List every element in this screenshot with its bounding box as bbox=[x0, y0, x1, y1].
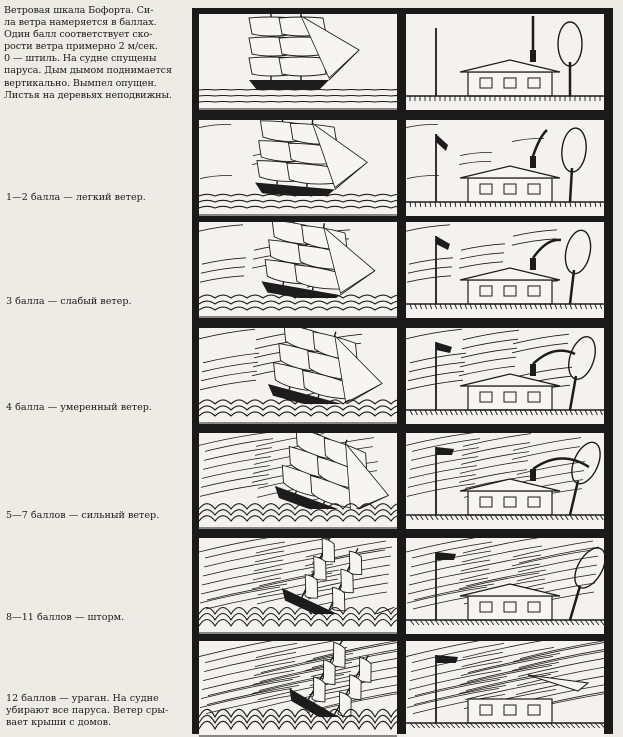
house-illustration bbox=[406, 222, 604, 318]
ship-illustration bbox=[199, 433, 397, 529]
intro-line: паруса. Дым дымом поднимается bbox=[4, 65, 172, 77]
intro-line: вертикально. Вымпел опущен. bbox=[4, 77, 157, 89]
sea-waves bbox=[199, 194, 397, 216]
ship-panel bbox=[199, 222, 397, 318]
house-scene bbox=[406, 228, 604, 309]
beaufort-illustration-grid bbox=[192, 8, 613, 734]
house-illustration bbox=[406, 14, 604, 110]
sea-waves bbox=[199, 90, 397, 111]
intro-line: ла ветра намеряется в баллах. bbox=[4, 17, 157, 29]
caption-line: 4 балла — умеренный ветер. bbox=[6, 402, 152, 413]
house-scene bbox=[406, 655, 604, 728]
house-illustration bbox=[406, 120, 604, 216]
ship-panel bbox=[199, 14, 397, 110]
ship-panel bbox=[199, 538, 397, 634]
ship-illustration bbox=[199, 222, 397, 318]
house-scene bbox=[406, 543, 604, 625]
ship-panel bbox=[199, 328, 397, 424]
house-scene bbox=[406, 438, 604, 520]
house-scene bbox=[406, 333, 604, 415]
intro-line: 0 — штиль. На судне спущены bbox=[4, 53, 157, 65]
sea-waves bbox=[199, 504, 397, 529]
house-panel bbox=[406, 641, 604, 737]
caption-line: убирают все паруса. Ветер сры- bbox=[6, 705, 169, 717]
ship-illustration bbox=[199, 538, 397, 634]
caption-level-5 bbox=[6, 612, 188, 624]
house-scene bbox=[406, 16, 604, 101]
caption-line: 3 балла — слабый ветер. bbox=[6, 296, 132, 307]
ship-panel bbox=[199, 120, 397, 216]
ship-illustration bbox=[199, 641, 397, 737]
house-illustration bbox=[406, 538, 604, 634]
caption-level-2 bbox=[6, 296, 188, 308]
caption-level-1 bbox=[6, 192, 188, 204]
house-illustration bbox=[406, 433, 604, 529]
caption-line: 12 баллов — ураган. На судне bbox=[6, 693, 159, 704]
caption-line: 5—7 баллов — сильный ветер. bbox=[6, 510, 160, 521]
house-panel bbox=[406, 120, 604, 216]
caption-line: 1—2 балла — легкий ветер. bbox=[6, 192, 146, 203]
house-scene bbox=[406, 127, 604, 207]
intro-line: рости ветра примерно 2 м/сек. bbox=[4, 41, 158, 53]
house-panel bbox=[406, 538, 604, 634]
ship-illustration bbox=[199, 328, 397, 424]
caption-level-4 bbox=[6, 510, 188, 522]
house-panel bbox=[406, 14, 604, 110]
house-panel bbox=[406, 222, 604, 318]
house-panel bbox=[406, 433, 604, 529]
ship-illustration bbox=[199, 120, 397, 216]
sea-waves bbox=[199, 400, 397, 424]
ship-illustration bbox=[199, 14, 397, 110]
ship-panel bbox=[199, 433, 397, 529]
sailing-ship bbox=[254, 120, 370, 202]
caption-line: 8—11 баллов — шторм. bbox=[6, 612, 125, 623]
caption-level-6 bbox=[6, 693, 188, 729]
ship-panel bbox=[199, 641, 397, 737]
intro-line: Листья на деревьях неподвижны. bbox=[4, 89, 172, 101]
house-panel bbox=[406, 328, 604, 424]
intro-line: Ветровая шкала Бофорта. Си- bbox=[4, 5, 154, 16]
sea-waves bbox=[199, 295, 397, 318]
house-illustration bbox=[406, 328, 604, 424]
house-illustration bbox=[406, 641, 604, 737]
caption-line: вает крыши с домов. bbox=[6, 717, 112, 729]
intro-text bbox=[4, 5, 184, 102]
intro-line: Один балл соответствует ско- bbox=[4, 29, 153, 41]
caption-level-3 bbox=[6, 402, 188, 414]
sailing-ship bbox=[249, 14, 359, 90]
